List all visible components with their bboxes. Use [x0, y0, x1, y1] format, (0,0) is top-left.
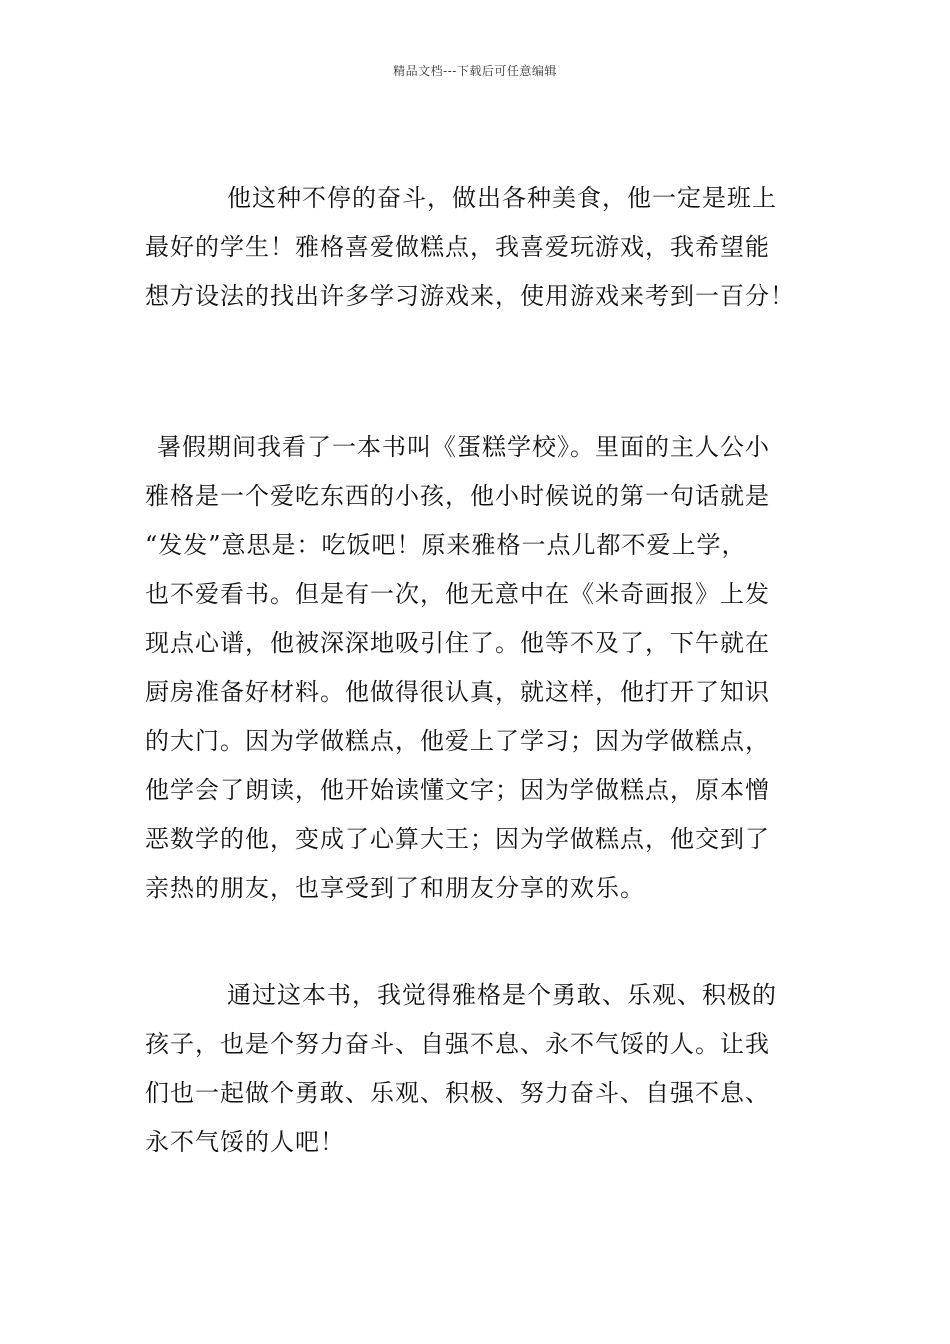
paragraph-line: 的大门。因为学做糕点，他爱上了学习；因为学做糕点， [145, 727, 770, 755]
paragraph-line: 厨房准备好材料。他做得很认真，就这样，他打开了知识 [145, 678, 770, 706]
paragraph-line: 们也一起做个勇敢、乐观、积极、努力奋斗、自强不息、 [145, 1079, 770, 1107]
page-header: 精品文档---下载后可任意编辑 [393, 64, 557, 78]
paragraph-line: 现点心谱，他被深深地吸引住了。他等不及了，下午就在 [145, 629, 770, 657]
paragraph-line: “发发”意思是：吃饭吧！原来雅格一点儿都不爱上学， [145, 531, 747, 559]
paragraph-1 [145, 174, 795, 321]
paragraph-line: 他学会了朗读，他开始读懂文字；因为学做糕点，原本憎 [145, 776, 770, 804]
paragraph-line: 暑假期间我看了一本书叫《蛋糕学校》。里面的主人公小 [157, 433, 770, 461]
paragraph-line: 雅格是一个爱吃东西的小孩，他小时候说的第一句话就是 [145, 482, 770, 510]
paragraph-line: 恶数学的他，变成了心算大王；因为学做糕点，他交到了 [145, 825, 770, 853]
paragraph-line: 永不气馁的人吧！ [145, 1128, 345, 1156]
paragraph-line: 亲热的朋友，也享受到了和朋友分享的欢乐。 [145, 874, 645, 902]
paragraph-line: 最好的学生！雅格喜爱做糕点，我喜爱玩游戏，我希望能 [145, 233, 770, 261]
paragraph-2 [145, 423, 770, 913]
paragraph-line: 通过这本书，我觉得雅格是个勇敢、乐观、积极的 [227, 981, 777, 1009]
paragraph-line: 想方设法的找出许多学习游戏来，使用游戏来考到一百分！ [145, 282, 795, 310]
paragraph-3 [145, 971, 777, 1167]
paragraph-line: 孩子，也是个努力奋斗、自强不息、永不气馁的人。让我 [145, 1030, 770, 1058]
paragraph-line: 他这种不停的奋斗，做出各种美食，他一定是班上 [227, 184, 777, 212]
paragraph-line: 也不爱看书。但是有一次，他无意中在《米奇画报》上发 [145, 580, 770, 608]
